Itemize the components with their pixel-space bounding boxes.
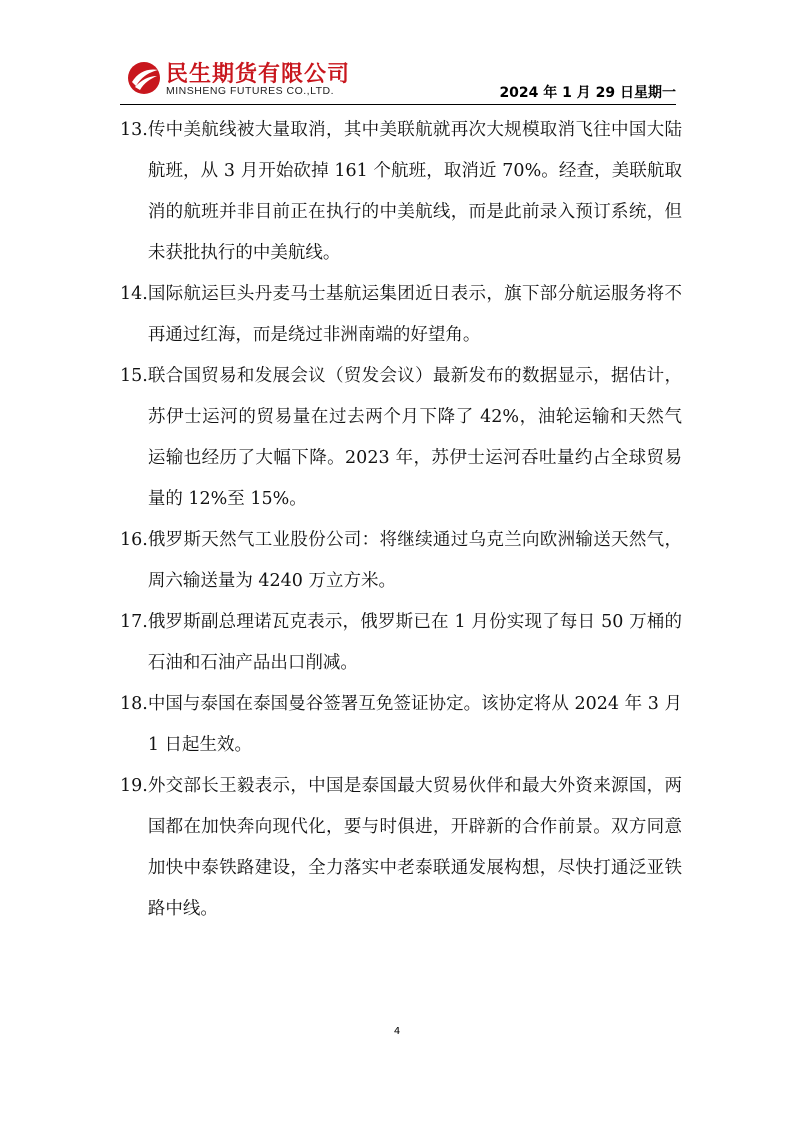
item-text: 中国与泰国在泰国曼谷签署互免签证协定。该协定将从 2024 年 3 月 1 日起生效。 — [147, 694, 682, 755]
item-text: 外交部长王毅表示，中国是泰国最大贸易伙伴和最大外资来源国，两国都在加快奔向现代化，要与时俱进，开辟新的合作前景。双方同意加快中泰铁路建设，全力落实中老泰联通发展构想，尽快打通泛亚铁路中线。 — [147, 776, 682, 919]
company-name-cn: 民生期货有限公司 — [166, 62, 351, 87]
item-number: 14. — [120, 284, 148, 304]
report-date: 2024 年 1 月 29 日星期一 — [499, 85, 676, 101]
item-text: 联合国贸易和发展会议（贸发会议）最新发布的数据显示，据估计，苏伊士运河的贸易量在过去两个月下降了 42%，油轮运输和天然气运输也经历了大幅下降。2023 年，苏伊士运河吞吐量约占全球贸易量的 12%至 15%。 — [147, 366, 682, 509]
header-divider — [120, 104, 676, 105]
news-item — [120, 766, 682, 930]
news-item — [120, 684, 682, 766]
news-item — [120, 356, 682, 520]
item-text: 国际航运巨头丹麦马士基航运集团近日表示，旗下部分航运服务将不再通过红海，而是绕过非洲南端的好望角。 — [147, 284, 682, 345]
news-item — [120, 274, 682, 356]
item-number: 16. — [120, 530, 148, 550]
item-number: 15. — [120, 366, 148, 386]
item-text: 传中美航线被大量取消，其中美联航就再次大规模取消飞往中国大陆航班，从 3 月开始砍掉 161 个航班，取消近 70%。经查，美联航取消的航班并非目前正在执行的中美航线，而是此前录入预订系统，但未获批执行的中美航线。 — [147, 120, 682, 263]
page-header — [120, 52, 676, 102]
item-text: 俄罗斯天然气工业股份公司：将继续通过乌克兰向欧洲输送天然气，周六输送量为 4240 万立方米。 — [147, 530, 682, 591]
minsheng-logo-icon — [126, 60, 162, 96]
news-item — [120, 602, 682, 684]
news-list — [120, 110, 682, 930]
news-item — [120, 110, 682, 274]
item-number: 18. — [120, 694, 148, 714]
page-number: 4 — [393, 1026, 401, 1037]
item-number: 13. — [120, 120, 148, 140]
item-number: 19. — [120, 776, 148, 796]
company-logo — [120, 52, 370, 100]
news-item — [120, 520, 682, 602]
item-text: 俄罗斯副总理诺瓦克表示，俄罗斯已在 1 月份实现了每日 50 万桶的石油和石油产品出口削减。 — [147, 612, 682, 673]
item-number: 17. — [120, 612, 148, 632]
company-name-en: MINSHENG FUTURES CO.,LTD. — [166, 85, 335, 97]
